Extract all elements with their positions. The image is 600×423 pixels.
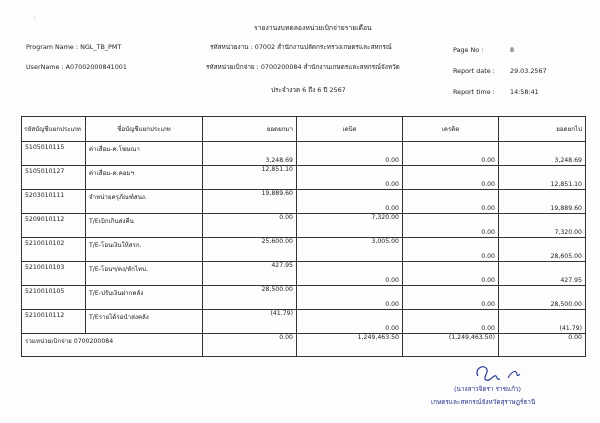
row-code: 5210010103 [22,262,86,286]
col-header-debit: เดบิต [297,117,403,142]
row-debit: 7,320.00 [297,214,403,238]
row-carried-forward: 28,500.00 [499,286,586,310]
disbursement-line: รหัสหน่วยเบิกจ่าย : 0700200084 สำนักงานเกษตรและสหกรณ์จังหวัด [206,63,400,71]
row-credit: 0.00 [403,238,499,262]
table-header-row [22,117,586,142]
row-carried-forward: 12,851.10 [499,166,586,190]
col-header-carried-forward: ยอดยกไป [499,117,586,142]
row-credit: 0.00 [403,262,499,286]
row-brought-forward: 427.95 [203,262,297,286]
page-label: Page No : [453,46,484,54]
report-date-value: 29.03.2567 [510,67,547,75]
username: UserName : A07002000841001 [26,63,127,71]
row-credit: 0.00 [403,142,499,166]
row-carried-forward: 28,605.00 [499,238,586,262]
row-brought-forward: 3,248.69 [203,142,297,166]
row-code: 5105010127 [22,166,86,190]
row-debit: 3,005.00 [297,238,403,262]
row-brought-forward: 28,500.00 [203,286,297,310]
row-code: 5210010112 [22,310,86,334]
total-carried-forward: 0.00 [499,334,586,357]
row-carried-forward: 19,889.60 [499,190,586,214]
row-code: 5210010105 [22,286,86,310]
report-time-label: Report time : [453,88,495,96]
report-time-value: 14:58:41 [510,88,539,96]
row-brought-forward: 19,889.60 [203,190,297,214]
row-name: ค่าเสื่อม-ค.คอมฯ [86,166,203,190]
row-name: ค่าเสื่อม-ค.โฆษณา [86,142,203,166]
program-name: Program Name : NGL_TB_PMT [26,43,122,51]
row-brought-forward: 12,851.10 [203,166,297,190]
row-credit: 0.00 [403,214,499,238]
row-credit: 0.00 [403,190,499,214]
table-row [22,142,586,166]
signatory-position: เกษตรและสหกรณ์จังหวัดสุราษฎร์ธานี [431,398,536,406]
row-code: 5209010112 [22,214,86,238]
row-carried-forward: 427.95 [499,262,586,286]
agency-line: รหัสหน่วยงาน : 07002 สำนักงานปลัดกระทรวงเกษตรและสหกรณ์ [210,43,392,51]
row-carried-forward: 7,320.00 [499,214,586,238]
period-line: ประจำงวด 6 ถึง 6 ปี 2567 [271,86,346,94]
row-brought-forward: (41.79) [203,310,297,334]
row-name: T/Eรายได้รอนำส่งคลัง [86,310,203,334]
table-row [22,166,586,190]
row-brought-forward: 0.00 [203,214,297,238]
total-label: รวมหน่วยเบิกจ่าย 0700200084 [22,334,203,357]
row-name: T/Eเบิกเกินส่งคืน [86,214,203,238]
row-name: จำหน่ายครุภัณฑ์สนง. [86,190,203,214]
row-code: 5105010115 [22,142,86,166]
table-row [22,262,586,286]
total-debit: 1,249,463.50 [297,334,403,357]
row-debit: 0.00 [297,262,403,286]
table-row [22,238,586,262]
table-row [22,190,586,214]
table-row [22,310,586,334]
trial-balance-table [21,116,586,357]
row-debit: 0.00 [297,310,403,334]
row-debit: 0.00 [297,142,403,166]
total-brought-forward: 0.00 [203,334,297,357]
row-debit: 0.00 [297,286,403,310]
col-header-credit: เครดิต [403,117,499,142]
corner-mark: · [34,15,36,21]
row-name: T/E-โอนเงินให้สรก. [86,238,203,262]
report-title: รายงานงบทดลองหน่วยเบิกจ่ายรายเดือน [254,24,372,32]
row-credit: 0.00 [403,286,499,310]
col-header-brought-forward: ยอดยกมา [203,117,297,142]
total-credit: (1,249,463.50) [403,334,499,357]
signatory-name: (นางสาวจิตรา ราชแก้ว) [454,385,522,393]
handwritten-signature [472,362,532,384]
row-name: T/E-โอนฯ/คง/หักไทบ. [86,262,203,286]
col-header-name: ชื่อบัญชีแยกประเภท [86,117,203,142]
row-name: T/E-ปรับเงินฝากคลัง [86,286,203,310]
row-carried-forward: (41.79) [499,310,586,334]
row-carried-forward: 3,248.69 [499,142,586,166]
row-credit: 0.00 [403,310,499,334]
page-number: 8 [510,46,515,54]
row-credit: 0.00 [403,166,499,190]
table-row [22,214,586,238]
report-date-label: Report date : [453,67,495,75]
row-code: 5203010111 [22,190,86,214]
total-row [22,334,586,357]
row-debit: 0.00 [297,166,403,190]
table-row [22,286,586,310]
row-code: 5210010102 [22,238,86,262]
col-header-code: รหัสบัญชีแยกประเภท [22,117,86,142]
row-debit: 0.00 [297,190,403,214]
row-brought-forward: 25,600.00 [203,238,297,262]
